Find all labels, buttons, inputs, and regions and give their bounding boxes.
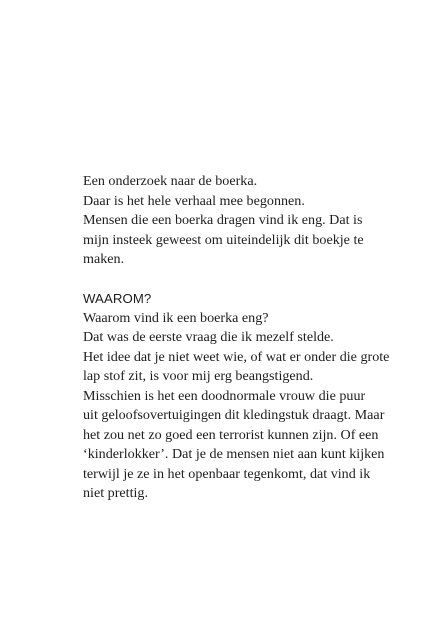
section-line: Waarom vind ik een boerka eng? bbox=[83, 309, 269, 326]
intro-line: maken. bbox=[83, 251, 125, 267]
section-paragraph bbox=[83, 309, 403, 504]
section-line: niet prettig. bbox=[83, 485, 148, 501]
page-text bbox=[83, 172, 403, 504]
paragraph-spacer bbox=[83, 270, 403, 290]
intro-line: Een onderzoek naar de boerka. bbox=[83, 173, 258, 189]
section-line: Het idee dat je niet weet wie, of wat er onder die grote bbox=[83, 348, 390, 365]
intro-line: mijn insteek geweest om uiteindelijk dit boekje te bbox=[83, 231, 364, 248]
section-line: het zou net zo goed een terrorist kunnen zijn. Of een bbox=[83, 426, 379, 443]
section-line: Misschien is het een doodnormale vrouw die puur bbox=[83, 387, 366, 404]
section-line: ‘kinderlokker’. Dat je de mensen niet aan kunt kijken bbox=[83, 446, 385, 462]
section-line: Dat was de eerste vraag die ik mezelf stelde. bbox=[83, 329, 334, 345]
intro-line: Daar is het hele verhaal mee begonnen. bbox=[83, 192, 305, 209]
section-heading: WAAROM? bbox=[83, 291, 152, 306]
intro-paragraph bbox=[83, 172, 403, 270]
section-line: terwijl je ze in het openbaar tegenkomt, dat vind ik bbox=[83, 465, 371, 482]
section-line: uit geloofsovertuigingen dit kledingstuk draagt. Maar bbox=[83, 407, 385, 423]
intro-line: Mensen die een boerka dragen vind ik eng. Dat is bbox=[83, 212, 363, 228]
section-line: lap stof zit, is voor mij erg beangstigend. bbox=[83, 368, 314, 384]
